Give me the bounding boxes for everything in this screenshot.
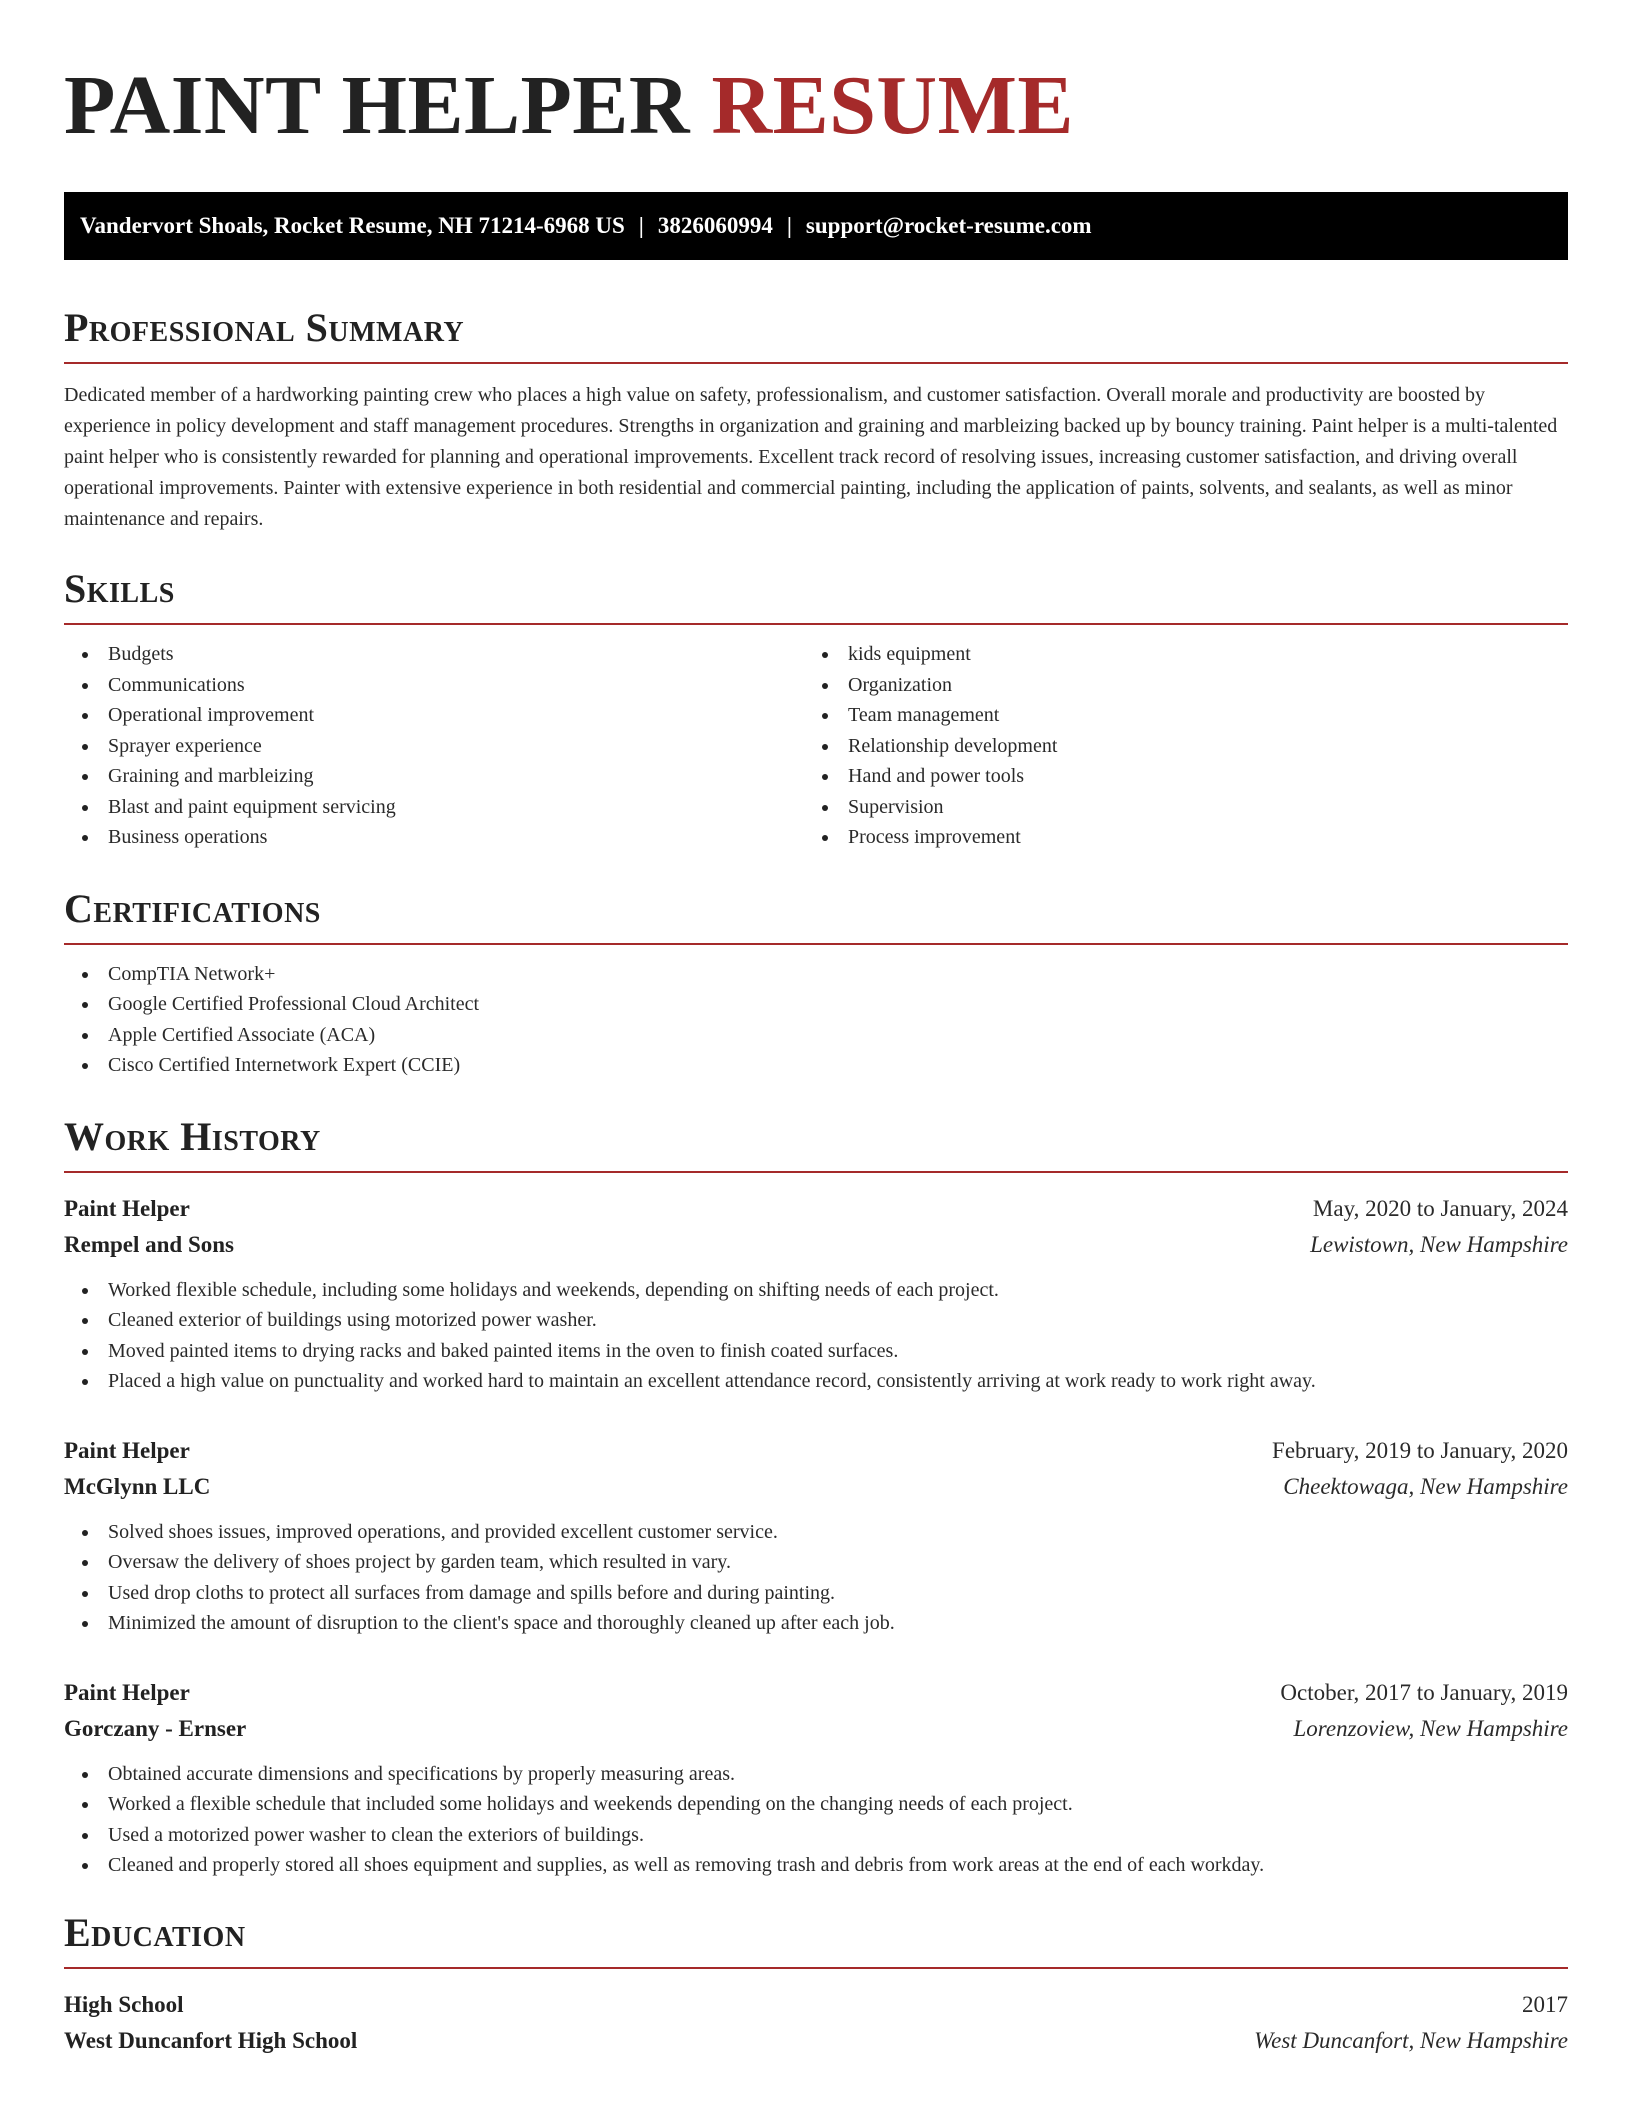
section-divider [64,623,1568,625]
job-dates: October, 2017 to January, 2019 [1280,1679,1568,1705]
job-duty: Used a motorized power washer to clean the exteriors of buildings. [64,1820,1568,1851]
job-location: Lorenzoview, New Hampshire [1293,1715,1568,1741]
skills-section [64,565,1568,853]
job-title: Paint Helper [64,1679,190,1705]
job-duty: Solved shoes issues, improved operations, and provided excellent customer service. [64,1517,1568,1548]
certification-item: Google Certified Professional Cloud Architect [64,989,1568,1020]
job-duties [64,1275,1568,1397]
skill-item: Organization [804,670,1544,701]
job-company: Rempel and Sons [64,1231,234,1257]
education-heading: Education [64,1909,246,1955]
section-divider [64,1171,1568,1173]
section-divider [64,943,1568,945]
job-duty: Oversaw the delivery of shoes project by garden team, which resulted in vary. [64,1547,1568,1578]
job-location: Lewistown, New Hampshire [1310,1231,1568,1257]
skill-item: Relationship development [804,731,1544,762]
job-duty: Obtained accurate dimensions and specifications by properly measuring areas. [64,1759,1568,1790]
section-divider [64,1967,1568,1969]
skill-item: Supervision [804,792,1544,823]
job-entry [64,1675,1568,1881]
education-school: West Duncanfort High School [64,2027,358,2053]
summary-section [64,304,1568,535]
work-history-heading: Work History [64,1113,321,1159]
job-company: McGlynn LLC [64,1473,211,1499]
job-location: Cheektowaga, New Hampshire [1283,1473,1568,1499]
contact-address: Vandervort Shoals, Rocket Resume, NH 71214-6968 US [80,213,625,238]
summary-text: Dedicated member of a hardworking painting crew who places a high value on safety, professionalism, and customer satisfaction. Overall morale and productivity are boosted by experience in policy development and staff management procedures. Strengths in organization and graining and marbleizing backed up by bouncy training. Paint helper is a multi-talented paint helper who is consistently rewarded for planning and operational improvements. Excellent track record of resolving issues, increasing customer satisfaction, and driving overall operational improvements. Painter with extensive experience in both residential and commercial painting, including the application of paints, solvents, and sealants, as well as minor maintenance and repairs. [64,384,1558,530]
job-entry [64,1191,1568,1397]
job-dates: February, 2019 to January, 2020 [1272,1437,1568,1463]
job-duty: Worked a flexible schedule that included some holidays and weekends depending on the changing needs of each project. [64,1789,1568,1820]
job-duty: Cleaned and properly stored all shoes equipment and supplies, as well as removing trash and debris from work areas at the end of each workday. [64,1850,1568,1881]
job-dates: May, 2020 to January, 2024 [1312,1195,1568,1221]
skill-item: Team management [804,700,1544,731]
job-title: Paint Helper [64,1195,190,1221]
certification-item: Apple Certified Associate (ACA) [64,1020,1568,1051]
skill-item: Sprayer experience [64,731,804,762]
title-accent: RESUME [711,59,1074,152]
skills-heading: Skills [64,566,175,611]
education-year: 2017 [1522,1991,1568,2017]
job-duty: Cleaned exterior of buildings using motorized power washer. [64,1305,1568,1336]
skills-grid [64,639,1568,853]
skill-item: Business operations [64,822,804,853]
skill-item: Communications [64,670,804,701]
job-entry [64,1433,1568,1639]
job-duty: Used drop cloths to protect all surfaces from damage and spills before and during painting. [64,1578,1568,1609]
contact-bar [64,192,1568,260]
title-main: PAINT HELPER [64,59,690,152]
certifications-heading: Certifications [64,885,321,931]
job-duties [64,1759,1568,1881]
education-entry [64,1987,1568,2059]
job-duties [64,1517,1568,1639]
education-degree: High School [64,1991,184,2017]
skill-item: Hand and power tools [804,761,1544,792]
certification-item: Cisco Certified Internetwork Expert (CCIE) [64,1050,1568,1081]
education-location: West Duncanfort, New Hampshire [1254,2027,1568,2053]
skill-item: Blast and paint equipment servicing [64,792,804,823]
certifications-list [64,959,1568,1081]
section-divider [64,362,1568,364]
skill-item: Budgets [64,639,804,670]
job-title: Paint Helper [64,1437,190,1463]
job-duty: Placed a high value on punctuality and worked hard to maintain an excellent attendance record, consistently arriving at work ready to work right away. [64,1366,1568,1397]
job-duty: Minimized the amount of disruption to the client's space and thoroughly cleaned up after each job. [64,1608,1568,1639]
contact-email: support@rocket-resume.com [805,213,1092,238]
certification-item: CompTIA Network+ [64,959,1568,990]
skills-list-right [804,639,1544,853]
job-company: Gorczany - Ernser [64,1715,247,1741]
skill-item: kids equipment [804,639,1544,670]
skill-item: Graining and marbleizing [64,761,804,792]
contact-separator: | [786,213,792,238]
summary-heading: Professional Summary [64,305,465,350]
job-duty: Moved painted items to drying racks and baked painted items in the oven to finish coated surfaces. [64,1336,1568,1367]
contact-separator: | [638,213,644,238]
work-history-section [64,1113,1568,1881]
skill-item: Operational improvement [64,700,804,731]
skill-item: Process improvement [804,822,1544,853]
resume-title [64,60,1568,152]
certifications-section [64,885,1568,1081]
contact-phone: 3826060994 [657,213,773,238]
education-section [64,1909,1568,2059]
skills-list-left [64,639,804,853]
job-duty: Worked flexible schedule, including some holidays and weekends, depending on shifting needs of each project. [64,1275,1568,1306]
